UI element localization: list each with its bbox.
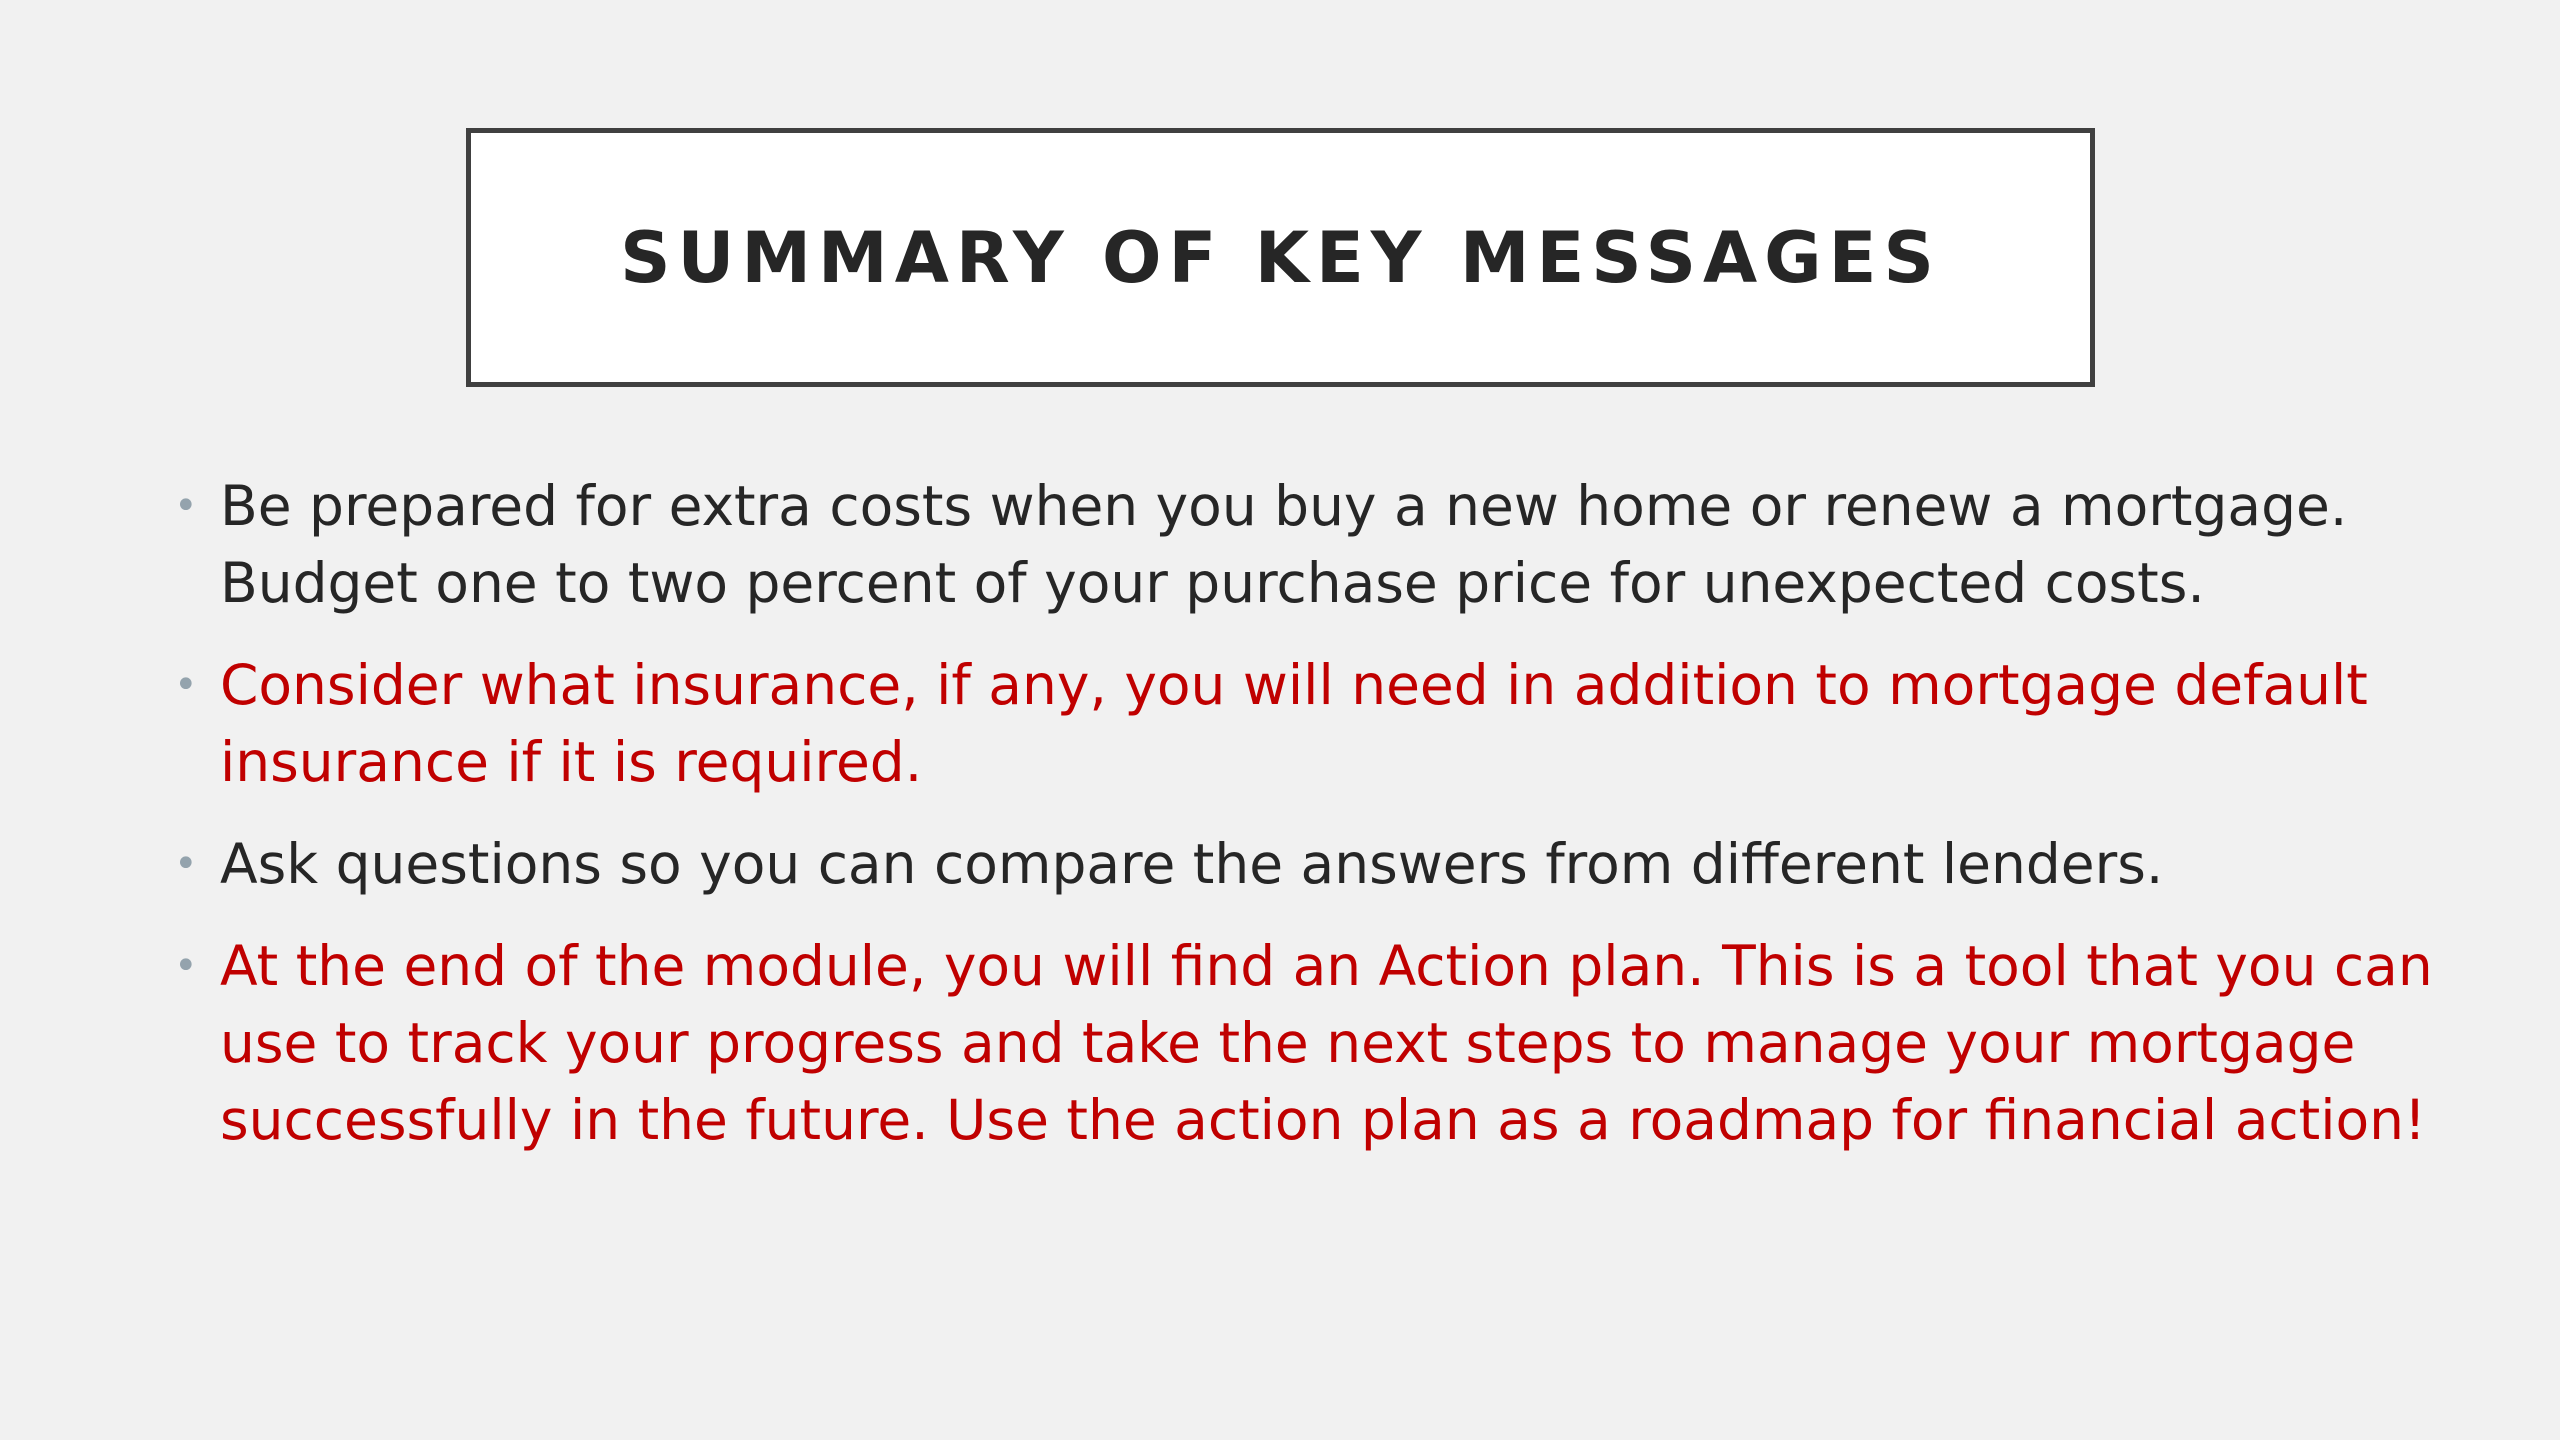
bullet-text-line: use to track your progress and take the next steps to manage your mortgage <box>220 1011 2356 1075</box>
bullet-text-line: At the end of the module, you will find an Action plan. This is a tool that you can <box>220 934 2433 998</box>
bullet-text-line: Ask questions so you can compare the answers from different lenders. <box>220 832 2164 896</box>
bullet-item <box>172 826 2372 903</box>
bullet-icon: • <box>174 841 198 887</box>
key-messages-list <box>172 468 2433 1184</box>
bullet-item <box>172 928 2433 1159</box>
slide-title: SUMMARY OF KEY MESSAGES <box>620 216 1941 299</box>
bullet-text-line: Consider what insurance, if any, you will need in addition to mortgage default <box>220 653 2368 717</box>
bullet-icon: • <box>174 483 198 529</box>
bullet-text-line: Budget one to two percent of your purchase price for unexpected costs. <box>220 551 2205 615</box>
bullet-text-line: Be prepared for extra costs when you buy a new home or renew a mortgage. <box>220 474 2348 538</box>
bullet-text-line: insurance if it is required. <box>220 730 923 794</box>
slide-title-box <box>466 128 2095 387</box>
bullet-item <box>172 647 2372 801</box>
bullet-item <box>172 468 2372 622</box>
bullet-icon: • <box>174 662 198 708</box>
bullet-icon: • <box>174 943 198 989</box>
bullet-text-line: successfully in the future. Use the action plan as a roadmap for financial action! <box>220 1088 2427 1152</box>
